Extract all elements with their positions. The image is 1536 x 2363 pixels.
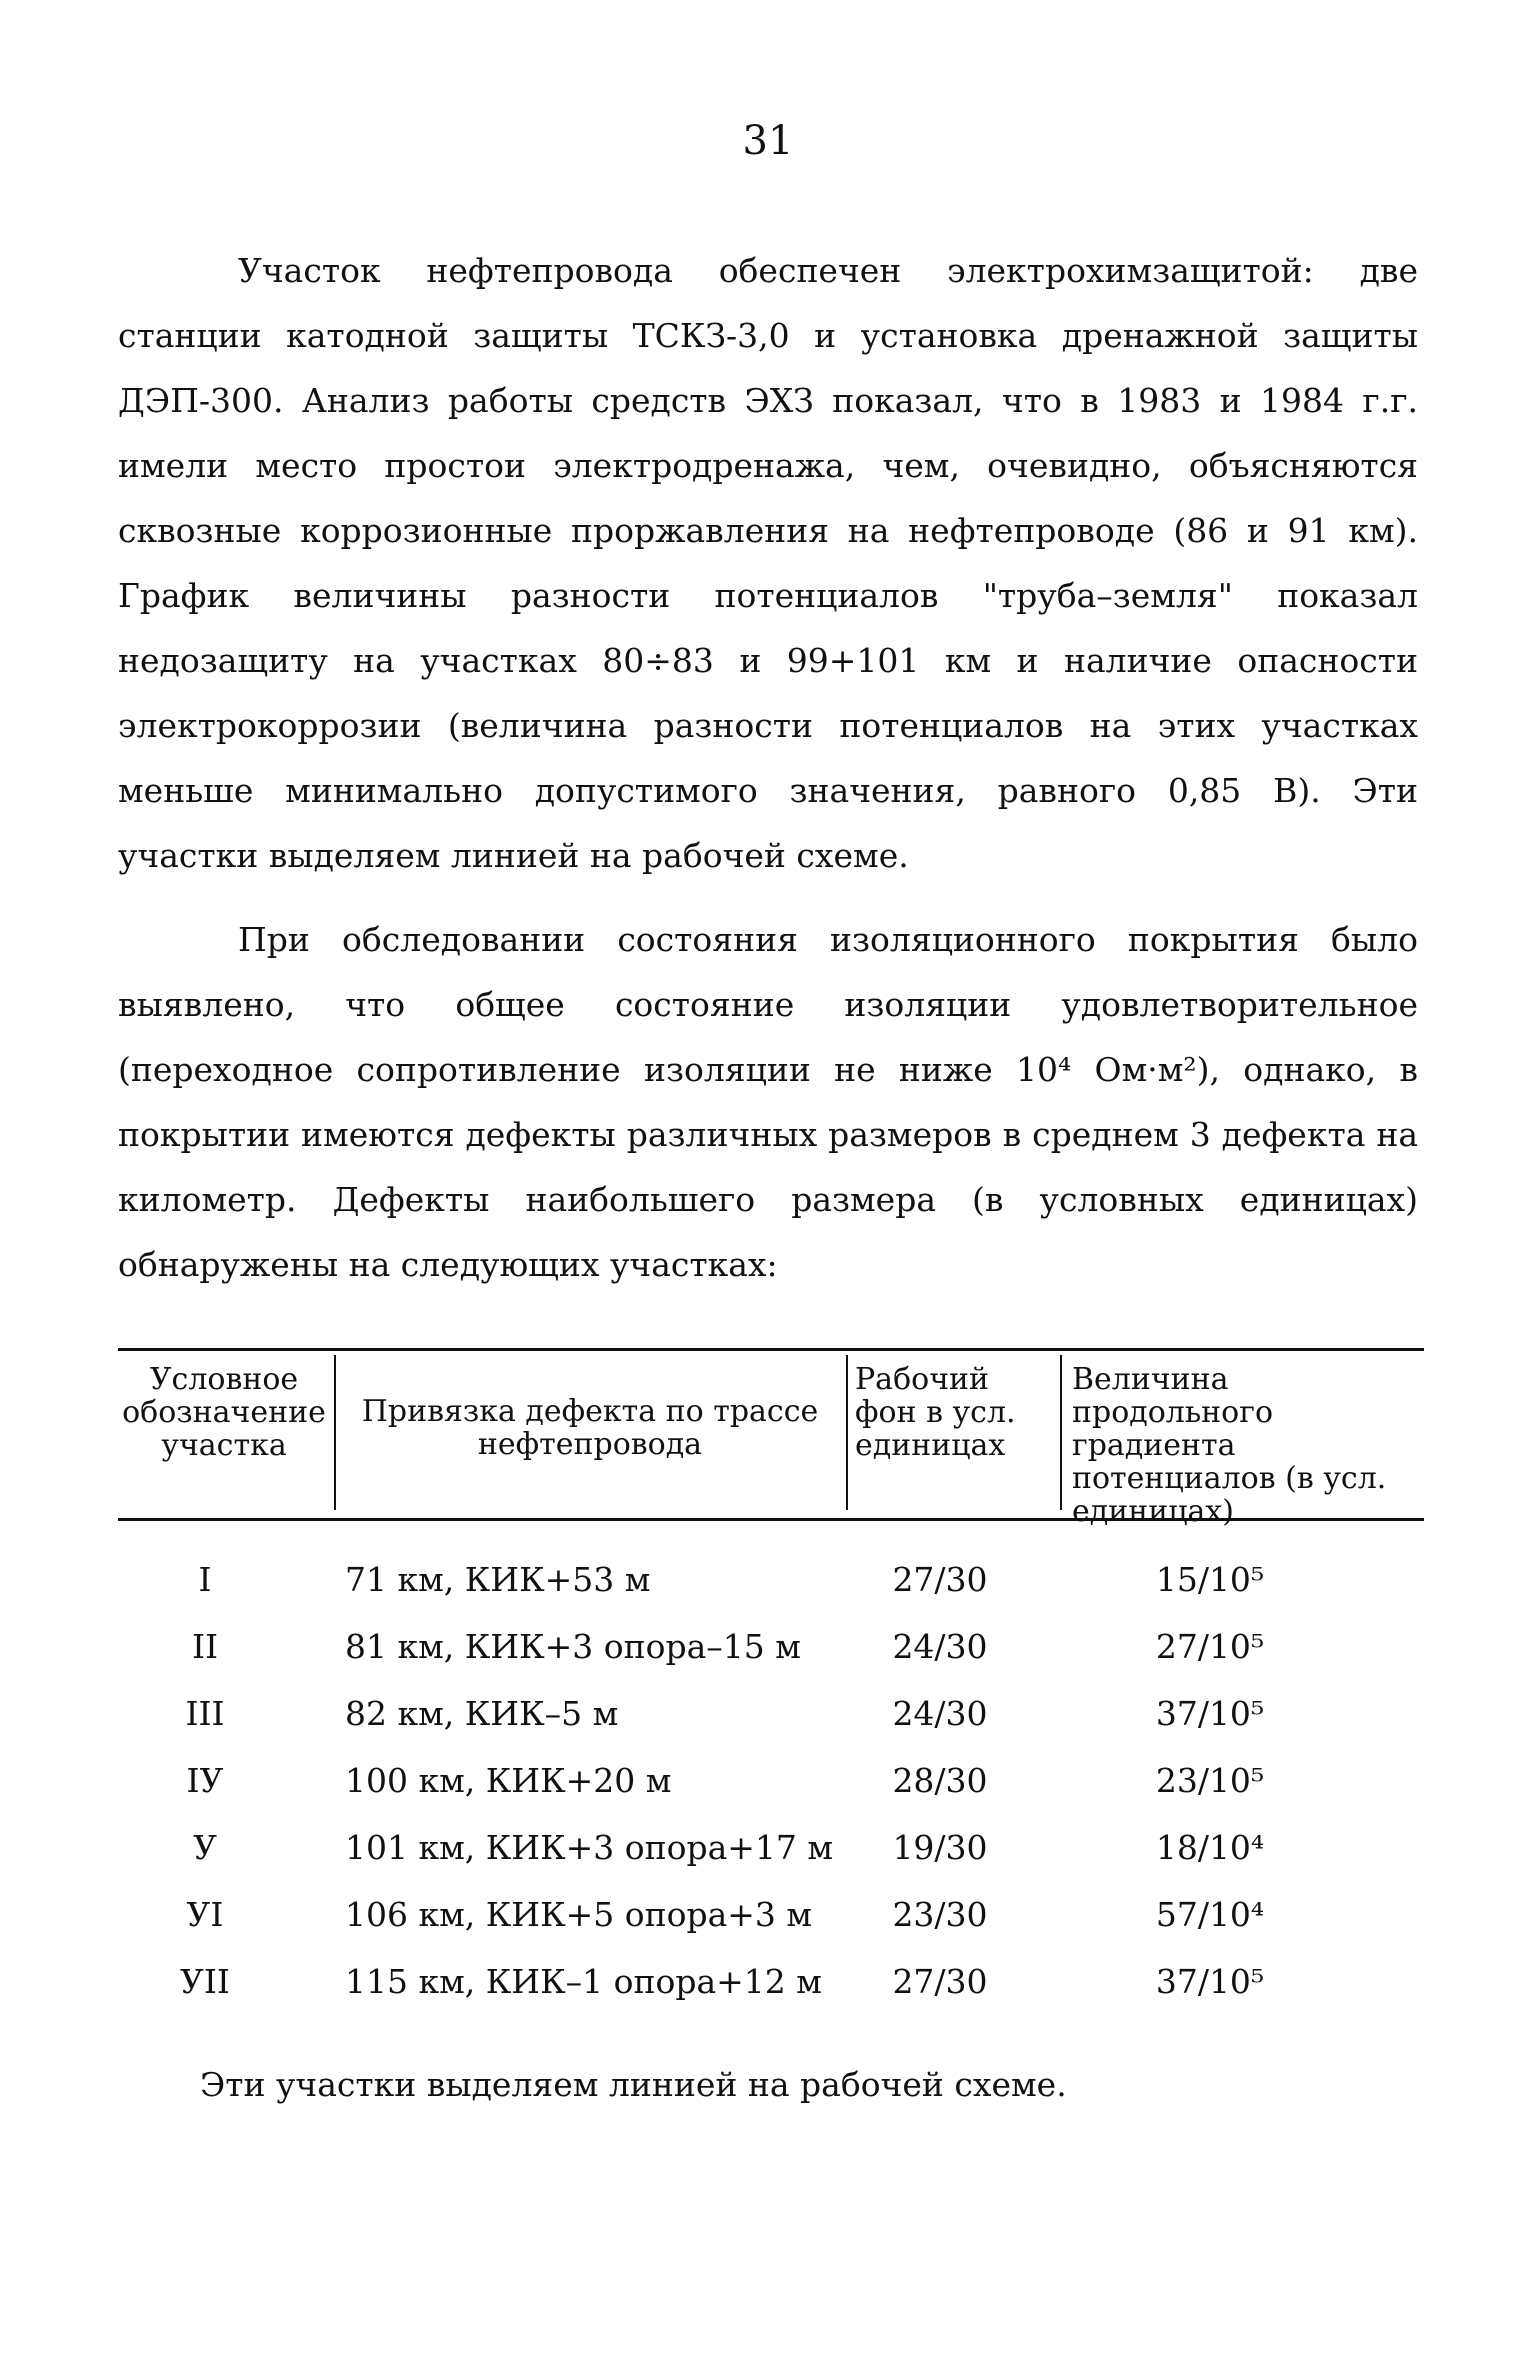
header-potential-gradient: Величина продольного градиента потенциалов (в усл. единицах) [1072,1362,1387,1529]
row-gradient: 18/10⁴ [1155,1828,1265,1867]
row-label: II [191,1627,219,1666]
header-working-background: Рабочий фон в усл. единицах [855,1362,1016,1463]
row-gradient: 27/10⁵ [1155,1627,1265,1666]
header-defect-location: Привязка дефекта по трассе нефтепровода [361,1394,819,1462]
header-divider-3 [1060,1355,1062,1510]
row-gradient: 23/10⁵ [1155,1761,1265,1800]
row-background: 19/30 [892,1828,988,1867]
row-location: 82 км, КИК–5 м [345,1694,619,1733]
row-label: III [185,1694,225,1733]
row-label: IУ [186,1761,224,1800]
paragraph-1-text: Участок нефтепровода обеспечен электрохимзащитой: две станции катодной защиты ТСКЗ-3,0 и установка дренажной защиты ДЭП-300. Анализ работы средств ЭХЗ показал, что в 1983 и 1984 г.г. имели место простои электродренажа, чем, очевидно, объясняются сквозные коррозионные проржавления на нефтепроводе (86 и 91 км). График величины разности потенциалов "труба–земля" показал недозащиту на участках 80÷83 и 99+101 км и наличие опасности электрокоррозии (величина разности потенциалов на этих участках меньше минимально допустимого значения, равного 0,85 В). Эти участки выделяем линией на рабочей схеме. [118,251,1418,875]
row-label: УII [180,1962,230,2001]
header-section-label: Условное обозначение участка [122,1362,326,1463]
paragraph-1 [118,238,1418,888]
row-location: 100 км, КИК+20 м [345,1761,672,1800]
row-label: УI [186,1895,224,1934]
row-location: 81 км, КИК+3 опора–15 м [345,1627,801,1666]
row-location: 71 км, КИК+53 м [345,1560,651,1599]
table-top-rule [118,1348,1424,1351]
header-divider-1 [334,1355,336,1510]
row-background: 27/30 [892,1560,988,1599]
row-label: У [193,1828,217,1867]
row-background: 27/30 [892,1962,988,2001]
row-background: 24/30 [892,1627,988,1666]
row-background: 23/30 [892,1895,988,1934]
row-background: 28/30 [892,1761,988,1800]
closing-note: Эти участки выделяем линией на рабочей схеме. [200,2065,1067,2104]
row-location: 115 км, КИК–1 опора+12 м [345,1962,822,2001]
paragraph-2 [118,907,1418,1297]
row-location: 101 км, КИК+3 опора+17 м [345,1828,834,1867]
row-location: 106 км, КИК+5 опора+3 м [345,1895,813,1934]
paragraph-2-text: При обследовании состояния изоляционного покрытия было выявлено, что общее состояние изоляции удовлетворительное (переходное сопротивление изоляции не ниже 10⁴ Ом·м²), однако, в покрытии имеются дефекты различных размеров в среднем 3 дефекта на километр. Дефекты наибольшего размера (в условных единицах) обнаружены на следующих участках: [118,920,1418,1284]
page-number: 31 [742,118,794,164]
row-gradient: 15/10⁵ [1155,1560,1265,1599]
row-gradient: 37/10⁵ [1155,1962,1265,2001]
row-gradient: 37/10⁵ [1155,1694,1265,1733]
header-divider-2 [846,1355,848,1510]
row-label: I [198,1560,212,1599]
row-gradient: 57/10⁴ [1155,1895,1265,1934]
row-background: 24/30 [892,1694,988,1733]
